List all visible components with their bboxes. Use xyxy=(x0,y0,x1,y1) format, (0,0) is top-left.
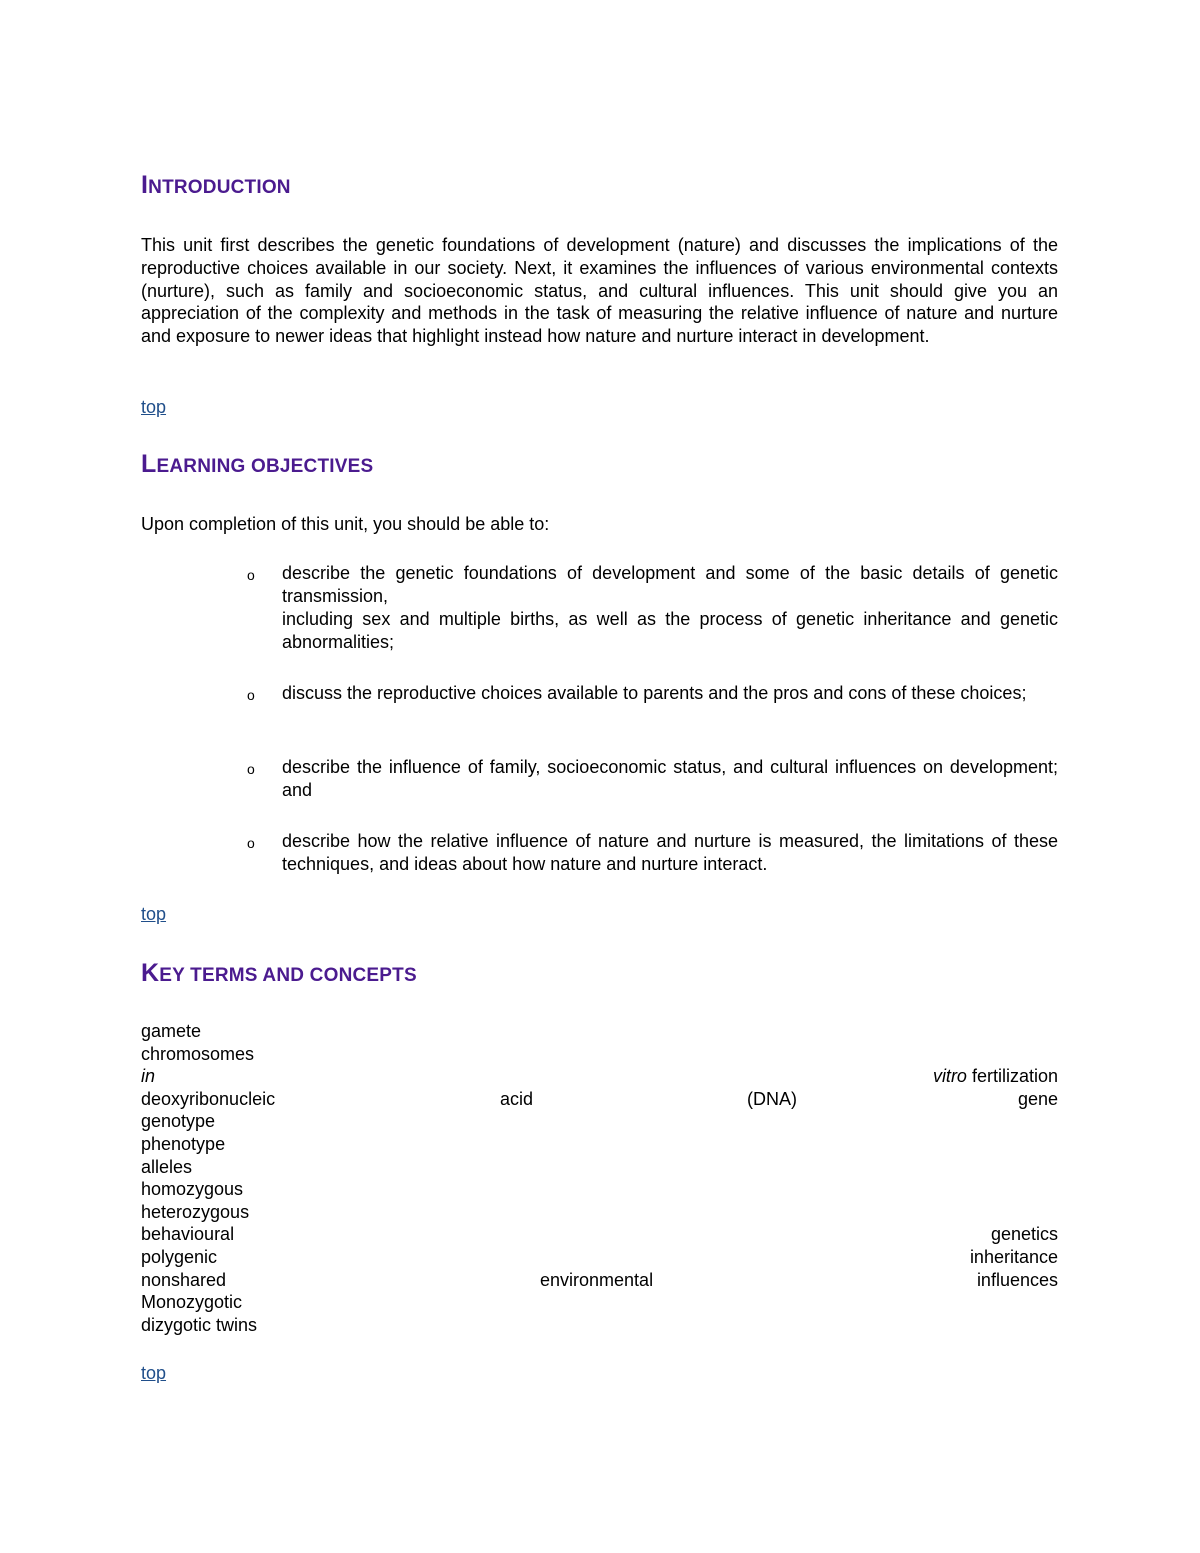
term-gamete: gamete xyxy=(141,1021,202,1041)
objective-text xyxy=(282,830,1058,876)
term-genotype: genotype xyxy=(141,1111,216,1132)
term-vitro-fertilization xyxy=(933,1065,1058,1088)
term-in-vitro-row xyxy=(141,1065,1058,1088)
bullet-icon: o xyxy=(247,687,255,703)
top-link-3[interactable]: top xyxy=(141,1363,167,1383)
term-phenotype: phenotype xyxy=(141,1133,226,1154)
term-dizygotic-twins: dizygotic twins xyxy=(141,1314,258,1335)
objective-text xyxy=(282,682,1058,705)
key-terms-heading-rest: EY TERMS AND CONCEPTS xyxy=(159,965,417,986)
term-polygenic: polygenic xyxy=(141,1246,218,1267)
key-terms-list xyxy=(141,1020,1058,1336)
term-behavioural-genetics-row xyxy=(141,1223,1058,1246)
term-homozygous: homozygous xyxy=(141,1179,244,1200)
term-monozygotic: Monozygotic xyxy=(141,1292,243,1313)
bullet-icon: o xyxy=(247,761,255,777)
key-terms-heading-cap: K xyxy=(141,959,160,987)
term-inheritance: inheritance xyxy=(969,1246,1058,1267)
objective-4-text: describe how the relative influence of nature and nurture is measured, the limitations of these techniques, and ideas about how nature and nurture interact. xyxy=(282,831,1058,874)
term-environmental: environmental xyxy=(540,1269,654,1290)
learning-objectives-heading xyxy=(141,450,373,479)
objective-1-line-a: describe the genetic foundations of development and some of the basic details of genetic transmission, xyxy=(282,563,1058,606)
top-link-2[interactable]: top xyxy=(141,904,167,924)
term-genetics: genetics xyxy=(990,1224,1058,1245)
term-behavioural: behavioural xyxy=(141,1224,235,1245)
introduction-heading-cap: I xyxy=(141,171,149,199)
introduction-heading-rest: NTRODUCTION xyxy=(148,177,291,198)
learning-objectives-heading-rest: EARNING OBJECTIVES xyxy=(156,456,374,477)
term-nonshared-row xyxy=(141,1269,1058,1292)
learning-objectives-heading-cap: L xyxy=(141,450,157,478)
term-influences: influences xyxy=(976,1269,1058,1290)
term-chromosomes: chromosomes xyxy=(141,1043,255,1064)
term-polygenic-inheritance-row xyxy=(141,1246,1058,1269)
objective-text xyxy=(282,562,1058,654)
introduction-body: This unit first describes the genetic foundations of development (nature) and discusses the implications of the reproductive choices available in our society. Next, it examines the influences of various environmental contexts (nurture), such as family and socioeconomic status, and cultural influences. This unit should give you an appreciation of the complexity and methods in the task of measuring the relative influence of nature and nurture and exposure to newer ideas that highlight instead how nature and nurture interact in development. xyxy=(141,235,1058,347)
key-terms-heading xyxy=(141,959,417,988)
term-alleles: alleles xyxy=(141,1156,193,1177)
term-dna-row xyxy=(141,1088,1058,1111)
bullet-icon: o xyxy=(247,567,255,583)
objective-1-line-b: including sex and multiple births, as well as the process of genetic inheritance and genetic abnormalities; xyxy=(282,609,1058,652)
objectives-intro: Upon completion of this unit, you should be able to: xyxy=(141,514,550,534)
objective-text xyxy=(282,756,1058,802)
term-fertilization: fertilization xyxy=(966,1066,1058,1087)
objective-2-text: discuss the reproductive choices available to parents and the pros and cons of these choices; xyxy=(282,683,1027,703)
objective-3-text: describe the influence of family, socioeconomic status, and cultural influences on development; and xyxy=(282,757,1058,800)
introduction-heading xyxy=(141,171,291,200)
term-acid: acid xyxy=(500,1088,534,1109)
term-in: in xyxy=(141,1066,156,1087)
bullet-icon: o xyxy=(247,835,255,851)
term-deoxyribonucleic: deoxyribonucleic xyxy=(141,1088,276,1109)
term-heterozygous: heterozygous xyxy=(141,1201,250,1222)
term-gene: gene xyxy=(1017,1088,1058,1109)
top-link-1[interactable]: top xyxy=(141,397,167,417)
term-nonshared: nonshared xyxy=(141,1269,227,1290)
term-vitro: vitro xyxy=(932,1066,967,1087)
term-dna: (DNA) xyxy=(747,1088,797,1109)
